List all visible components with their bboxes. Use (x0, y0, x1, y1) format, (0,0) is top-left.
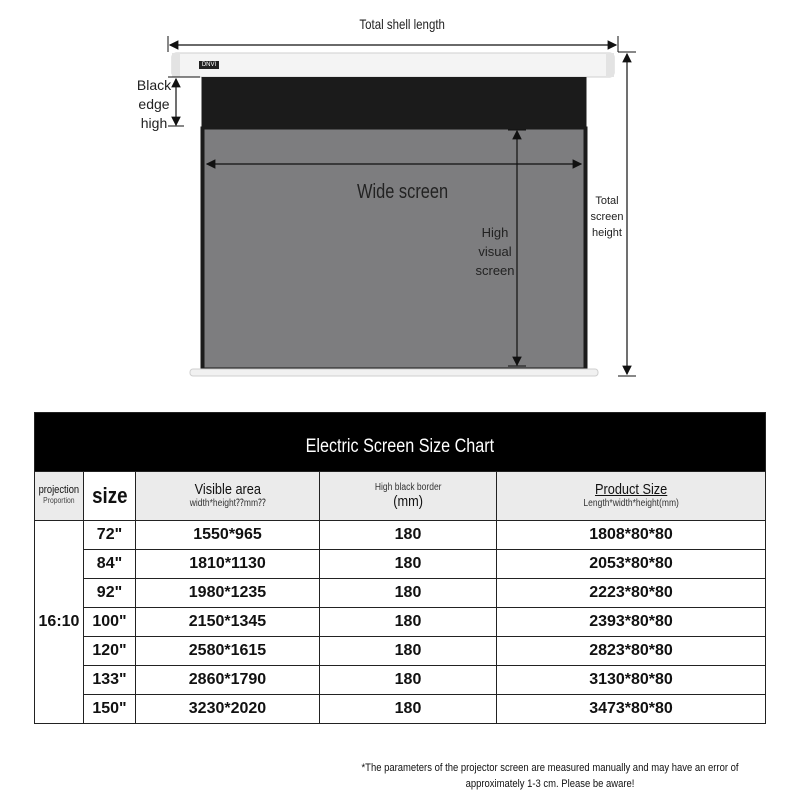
visible-area-cell: 2860*1790 (136, 666, 320, 695)
table-title-row (35, 413, 766, 472)
visible-area-cell: 1980*1235 (136, 579, 320, 608)
header-product-size: Product Size Length*width*height(mm) (497, 472, 766, 521)
visible-area-cell: 1550*965 (136, 521, 320, 550)
black-edge (202, 77, 586, 128)
visible-area-cell: 2150*1345 (136, 608, 320, 637)
size-cell: 133" (84, 666, 136, 695)
housing-endcap-left (172, 53, 180, 77)
black-border-cell: 180 (320, 608, 497, 637)
total-screen-height-label: Total screen height (590, 195, 624, 239)
header-projection: projection Proportion (35, 472, 84, 521)
measurement-footnote: *The parameters of the projector screen are measured manually and may have an error of approximately 1-3 cm. Please be aware! (361, 762, 739, 790)
product-size-cell: 2393*80*80 (497, 608, 766, 637)
black-border-cell: 180 (320, 637, 497, 666)
table-row (35, 608, 766, 637)
size-cell: 100" (84, 608, 136, 637)
bottom-bar (190, 369, 598, 376)
size-cell: 84" (84, 550, 136, 579)
housing-endcap-right (606, 53, 614, 77)
product-size-cell: 2223*80*80 (497, 579, 766, 608)
housing-logo: DNVI (199, 61, 219, 69)
high-visual-screen-label: High visual screen (475, 225, 515, 278)
black-border-cell: 180 (320, 666, 497, 695)
table-row (35, 550, 766, 579)
header-size: size (84, 472, 136, 521)
header-visible-area: Visible area width*height⁇mm⁇ (136, 472, 320, 521)
size-cell: 120" (84, 637, 136, 666)
black-border-cell: 180 (320, 550, 497, 579)
product-size-cell: 2823*80*80 (497, 637, 766, 666)
table-row (35, 666, 766, 695)
table-row (35, 695, 766, 724)
table-row (35, 579, 766, 608)
wide-screen-label: Wide screen (356, 181, 449, 203)
ratio-cell: 16:10 (35, 521, 84, 724)
size-cell: 150" (84, 695, 136, 724)
size-cell: 92" (84, 579, 136, 608)
black-border-cell: 180 (320, 521, 497, 550)
black-edge-high-label: Black edge high (136, 77, 172, 131)
product-size-cell: 3130*80*80 (497, 666, 766, 695)
visible-area-cell: 2580*1615 (136, 637, 320, 666)
table-header-row (35, 472, 766, 521)
table-row (35, 637, 766, 666)
table-title: Electric Screen Size Chart (35, 413, 766, 472)
screen-housing (172, 53, 614, 77)
product-size-cell: 2053*80*80 (497, 550, 766, 579)
visible-area-cell: 1810*1130 (136, 550, 320, 579)
total-shell-length-label: Total shell length (359, 16, 446, 32)
size-chart-table (34, 412, 766, 724)
black-border-cell: 180 (320, 579, 497, 608)
table-row (35, 521, 766, 550)
product-size-cell: 3473*80*80 (497, 695, 766, 724)
product-size-cell: 1808*80*80 (497, 521, 766, 550)
visible-area-cell: 3230*2020 (136, 695, 320, 724)
size-cell: 72" (84, 521, 136, 550)
black-border-cell: 180 (320, 695, 497, 724)
header-black-border: High black border (mm) (320, 472, 497, 521)
